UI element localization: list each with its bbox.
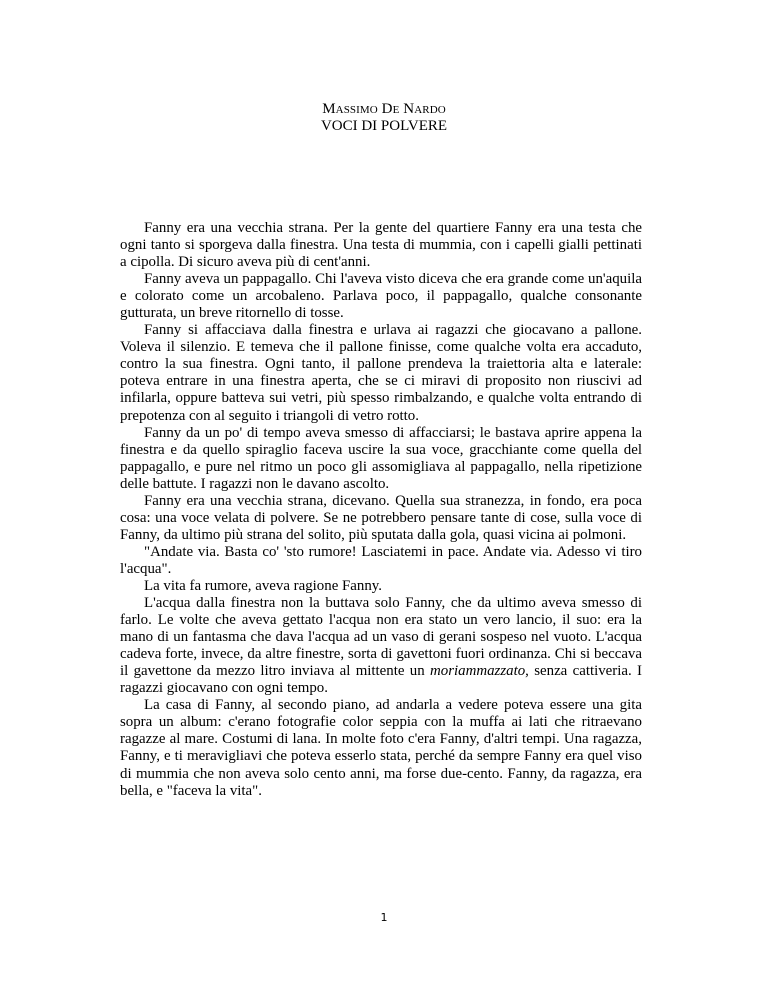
paragraph-8 <box>120 595 642 697</box>
paragraph-2: Fanny aveva un pappagallo. Chi l'aveva visto diceva che era grande come un'aquila e colorato come un arcobaleno. Parlava poco, il pappagallo, qualche consonante gutturata, un breve ritornello di tosse. <box>120 271 642 322</box>
story-title: VOCI DI POLVERE <box>320 118 448 134</box>
paragraph-1: Fanny era una vecchia strana. Per la gente del quartiere Fanny era una testa che ogni tanto si sporgeva dalla finestra. Una testa di mummia, con i capelli gialli pettinati a cipolla. Di sicuro aveva più di cent'anni. <box>120 220 642 271</box>
author-name: Massimo De Nardo <box>322 101 446 117</box>
paragraph-8-text: L'acqua dalla finestra non la buttava solo Fanny, che da ultimo aveva smesso di farlo. Le volte che aveva gettato l'acqua non era stato un vero lancio, il suo: era la mano di un fantasma che dava l'acqua ad un vaso di gerani sospeso nel vuoto. L'acqua cadeva forte, invece, da altre finestre, sorta di gavettoni fuori ordinanza. Chi si beccava il gavettone da mezzo litro inviava al mittente un <box>120 595 642 680</box>
paragraph-8-italic: moriammazzato <box>430 663 526 680</box>
paragraph-9: La casa di Fanny, al secondo piano, ad andarla a vedere poteva essere una gita sopra un album: c'erano fotografie color seppia con la muffa ai lati che ritraevano ragazze al mare. Costumi di lana. In molte foto c'era Fanny, d'altri tempi. Una ragazza, Fanny, e ti meravigliavi che poteva esserlo stata, perché da sempre Fanny era quel viso di mummia che non aveva solo cento anni, ma forse due-cento. Fanny, da ragazza, era bella, e "faceva la vita". <box>120 697 642 799</box>
paragraph-7: La vita fa rumore, aveva ragione Fanny. <box>144 577 383 594</box>
document-header <box>0 101 768 135</box>
paragraph-6: "Andate via. Basta co' 'sto rumore! Lasciatemi in pace. Andate via. Adesso vi tiro l'acqua". <box>120 543 642 577</box>
paragraph-8-tail: , senza cattiveria. I ragazzi giocavano con ogni tempo. <box>120 663 642 697</box>
paragraph-5: Fanny era una vecchia strana, dicevano. Quella sua stranezza, in fondo, era poca cosa: una voce velata di polvere. Se ne potrebbero pensare tante di cose, sulla voce di Fanny, da ultimo più strana del solito, più sputata dalla gola, quasi vicina ai polmoni. <box>120 492 642 543</box>
page-number: 1 <box>380 911 388 924</box>
story-body <box>120 220 642 800</box>
paragraph-4: Fanny da un po' di tempo aveva smesso di affacciarsi; le bastava aprire appena la finestra e da quello spiraglio faceva uscire la sua voce, gracchiante come quella del pappagallo, e pure nel ritmo un poco gli assomigliava al pappagallo, nella ripetizione delle battute. I ragazzi non le davano ascolto. <box>120 424 642 492</box>
paragraph-3: Fanny si affacciava dalla finestra e urlava ai ragazzi che giocavano a pallone. Voleva il silenzio. E temeva che il pallone finisse, come qualche volta era accaduto, contro la sua finestra. Ogni tanto, il pallone prendeva la traiettoria alta e laterale: poteva entrare in una finestra aperta, che se ci miravi di proposito non riuscivi ad infilarla, oppure batteva sui vetri, più spesso rimbalzando, e qualche volta entrando di prepotenza con al seguito i triangoli di vetro rotto. <box>120 322 642 424</box>
